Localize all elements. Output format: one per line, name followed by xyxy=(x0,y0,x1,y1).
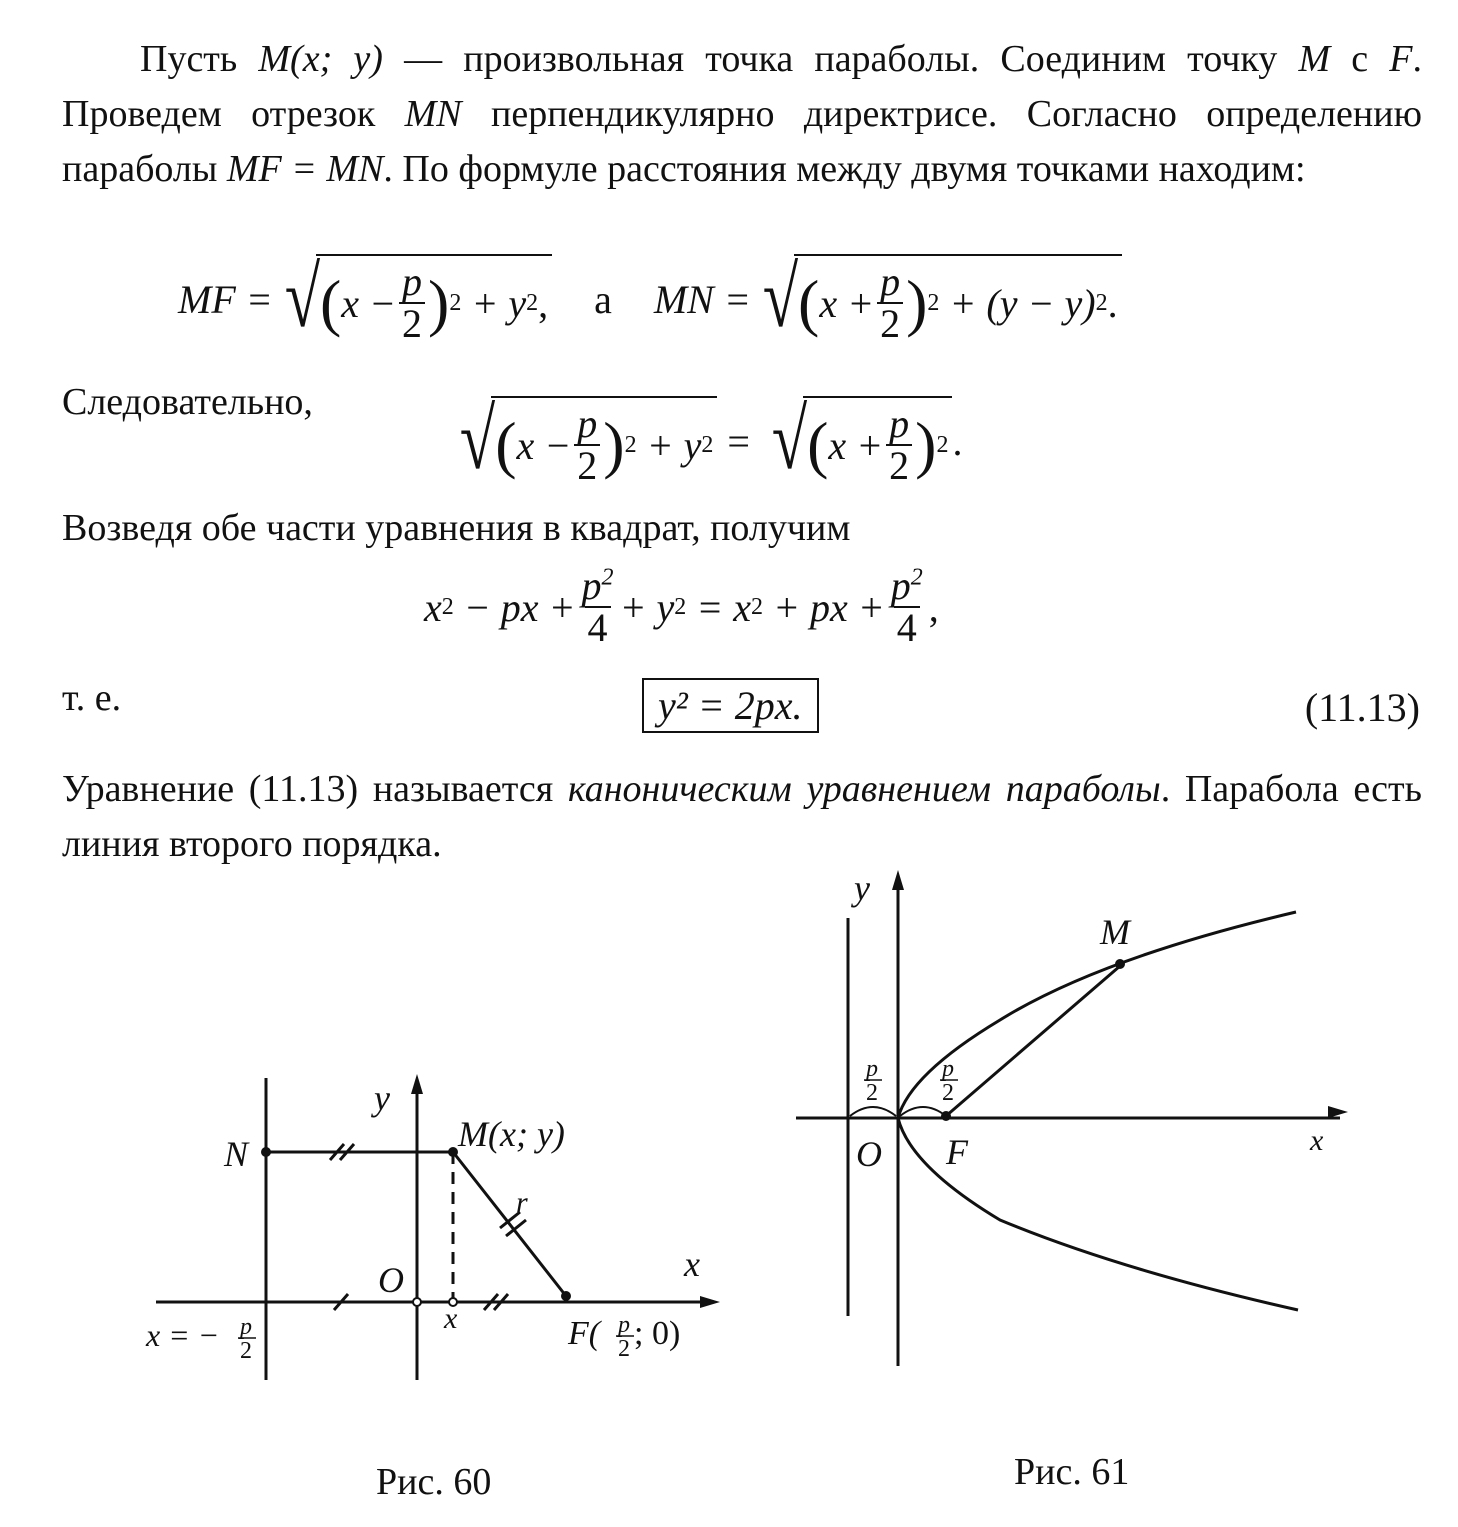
text-vozvedya: Возведя обе части уравнения в квадрат, получим xyxy=(62,507,851,549)
fig60-point-O xyxy=(413,1298,421,1306)
fig60-label-r: r xyxy=(516,1186,528,1219)
formula-distances: MF = √ ( x − $\frac{p}{2}$ ) 2 + y 2 , а MN = √ ( x + $\frac{p}{2}$ ) 2 + (y − y) 2 . xyxy=(178,254,1122,344)
caption-fig-61: Рис. 61 xyxy=(1014,1451,1130,1493)
fig60-label-N: N xyxy=(224,1134,249,1174)
fig61-point-M xyxy=(1115,959,1125,969)
fig60-label-F-p: p xyxy=(618,1312,630,1338)
fig60-label-O: O xyxy=(378,1260,404,1300)
paragraph-canonical: Уравнение (11.13) называется каноническим уравнением параболы. Парабола есть линия второго порядка. xyxy=(62,768,1422,865)
fig61-arc-left xyxy=(850,1107,896,1116)
fig60-point-N xyxy=(261,1147,271,1157)
fig60-label-F-rhs: ; 0) xyxy=(634,1315,681,1352)
formula-equality: √ ( x − $\frac{p}{2}$ ) 2 + y 2 = √ ( x + $\frac{p}{2}$ ) 2 . xyxy=(459,391,963,488)
fig61-label-2-right: 2 xyxy=(942,1080,954,1106)
fig60-label-F-lhs: F( xyxy=(568,1315,601,1352)
fig60-label-x: x xyxy=(684,1244,700,1284)
paragraph-intro: Пусть M(x; y) — произвольная точка параболы. Соединим точку M с F. Проведем отрезок MN перпендикулярно директрисе. Согласно определению параболы MF = MN. По формуле расстояния между двумя точками находим: xyxy=(62,38,1422,190)
fig61-y-arrow xyxy=(892,870,904,890)
equation-number: (11.13) xyxy=(1304,685,1420,730)
fig60-segment-MF xyxy=(453,1152,566,1296)
fig61-label-x: x xyxy=(1310,1124,1324,1157)
fig60-point-M xyxy=(448,1147,458,1157)
fig61-label-2-left: 2 xyxy=(866,1080,878,1106)
fig60-label-y: y xyxy=(374,1078,390,1118)
fig61-segment-FM xyxy=(946,966,1120,1116)
fig61-label-y: y xyxy=(854,868,870,908)
fig60-label-directrix-2: 2 xyxy=(240,1338,252,1364)
fig61-parabola xyxy=(898,912,1298,1310)
fig60-x-arrow xyxy=(700,1296,720,1308)
fig61-label-F: F xyxy=(946,1132,968,1172)
text-sledovatelno: Следовательно, xyxy=(62,381,313,423)
fig61-x-arrow xyxy=(1328,1106,1348,1118)
fig61-arc-right xyxy=(900,1107,946,1116)
fig60-label-M: M(x; y) xyxy=(458,1114,565,1154)
fig61-label-p-right: p xyxy=(942,1056,954,1082)
fig61-label-M: M xyxy=(1100,912,1130,952)
fig60-point-F xyxy=(561,1291,571,1301)
fig60-label-directrix-p: p xyxy=(240,1314,252,1340)
fig61-point-F xyxy=(941,1111,951,1121)
formula-squared: x 2 − px + $\frac{p^2}{4}$ + y 2 = x 2 + px + $\frac{p^2}{4}$ , xyxy=(424,563,939,650)
fig61-label-p-left: p xyxy=(866,1056,878,1082)
canonical-equation-box: y² = 2px. xyxy=(642,678,819,733)
fig60-label-F-2: 2 xyxy=(618,1336,630,1362)
fig61-label-O: O xyxy=(856,1134,882,1174)
caption-fig-60: Рис. 60 xyxy=(376,1461,492,1503)
fig60-y-arrow xyxy=(411,1074,423,1094)
fig60-label-x-tick: x xyxy=(444,1302,458,1335)
fig60-label-directrix: x = − xyxy=(146,1317,220,1353)
text-te: т. е. xyxy=(62,677,122,719)
